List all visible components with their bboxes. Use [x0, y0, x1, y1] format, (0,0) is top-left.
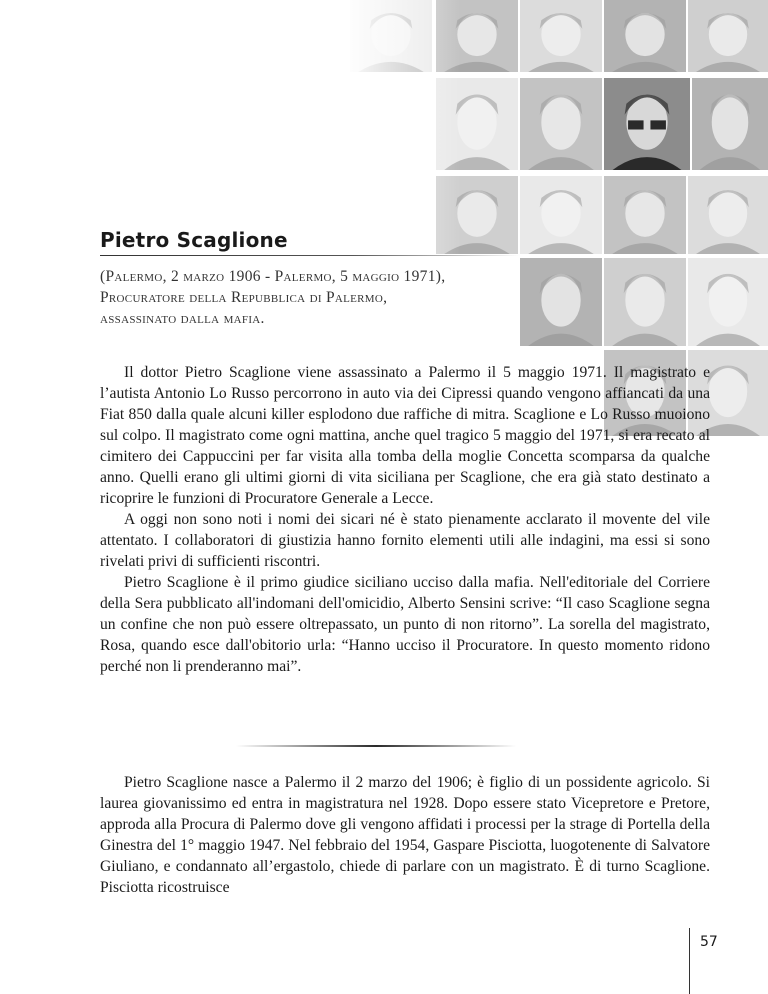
paragraph: Il dottor Pietro Scaglione viene assassinato a Palermo il 5 maggio 1971. Il magistrato e l’autista Antonio Lo Russo percorrono in auto via dei Cipressi quando vengono affiancati da una Fiat 850 dalla quale alcuni killer esplodono due raffiche di mitra. Scaglione e Lo Russo muoiono sul colpo. Il magistrato come ogni mattina, anche quel tragico 5 maggio del 1971, si era recato al cimitero dei Cappuccini per far visita alla tomba della moglie Concetta scomparsa da qualche anno. Quelli erano gli ultimi giorni di vita siciliana per Scaglione, che era già stato destinato a ricoprire le funzioni di Procuratore Generale a Lecce. [100, 364, 710, 507]
page-number-rule [689, 928, 690, 994]
body-section-2 [100, 772, 710, 898]
page-number: 57 [700, 934, 718, 950]
paragraph: Pietro Scaglione è il primo giudice siciliano ucciso dalla mafia. Nell'editoriale del Corriere della Sera pubblicato all'indomani dell'omicidio, Alberto Sensini scrive: “Il caso Scaglione segna un confine che non può essere oltrepassato, un punto di non ritorno”. La sorella del magistrato, Rosa, quando esce dall'obitorio urla: “Hanno ucciso il Procuratore. In questo momento ridono perché non li prenderanno mai”. [100, 574, 710, 675]
page-title: Pietro Scaglione [100, 228, 288, 252]
paragraph: Pietro Scaglione nasce a Palermo il 2 marzo del 1906; è figlio di un possidente agricolo. Si laurea giovanissimo ed entra in magistratura nel 1928. Dopo essere stato Vicepretore e Pretore, approda alla Procura di Palermo dove gli vengono affidati i processi per la strage di Portella della Ginestra del 1° maggio 1947. Nel febbraio del 1954, Gaspare Pisciotta, luogotenente di Salvatore Giuliano, e condannato all’ergastolo, chiede di parlare con un magistrato. È di turno Scaglione. Pisciotta ricostruisce [100, 774, 710, 896]
body-section-1 [100, 362, 710, 677]
subtitle-line: (Palermo, 2 marzo 1906 - Palermo, 5 maggio 1971), [100, 268, 446, 285]
section-divider [236, 745, 516, 747]
subtitle-line: assassinato dalla mafia. [100, 310, 265, 327]
paragraph: A oggi non sono noti i nomi dei sicari né è stato pienamente acclarato il movente del vile attentato. I collaboratori di giustizia hanno fornito elementi utili alle indagini, ma essi si sono rivelati privi di sufficienti riscontri. [100, 511, 710, 570]
subtitle [100, 266, 540, 329]
title-underline [100, 255, 520, 256]
subtitle-line: Procuratore della Repubblica di Palermo, [100, 289, 388, 306]
